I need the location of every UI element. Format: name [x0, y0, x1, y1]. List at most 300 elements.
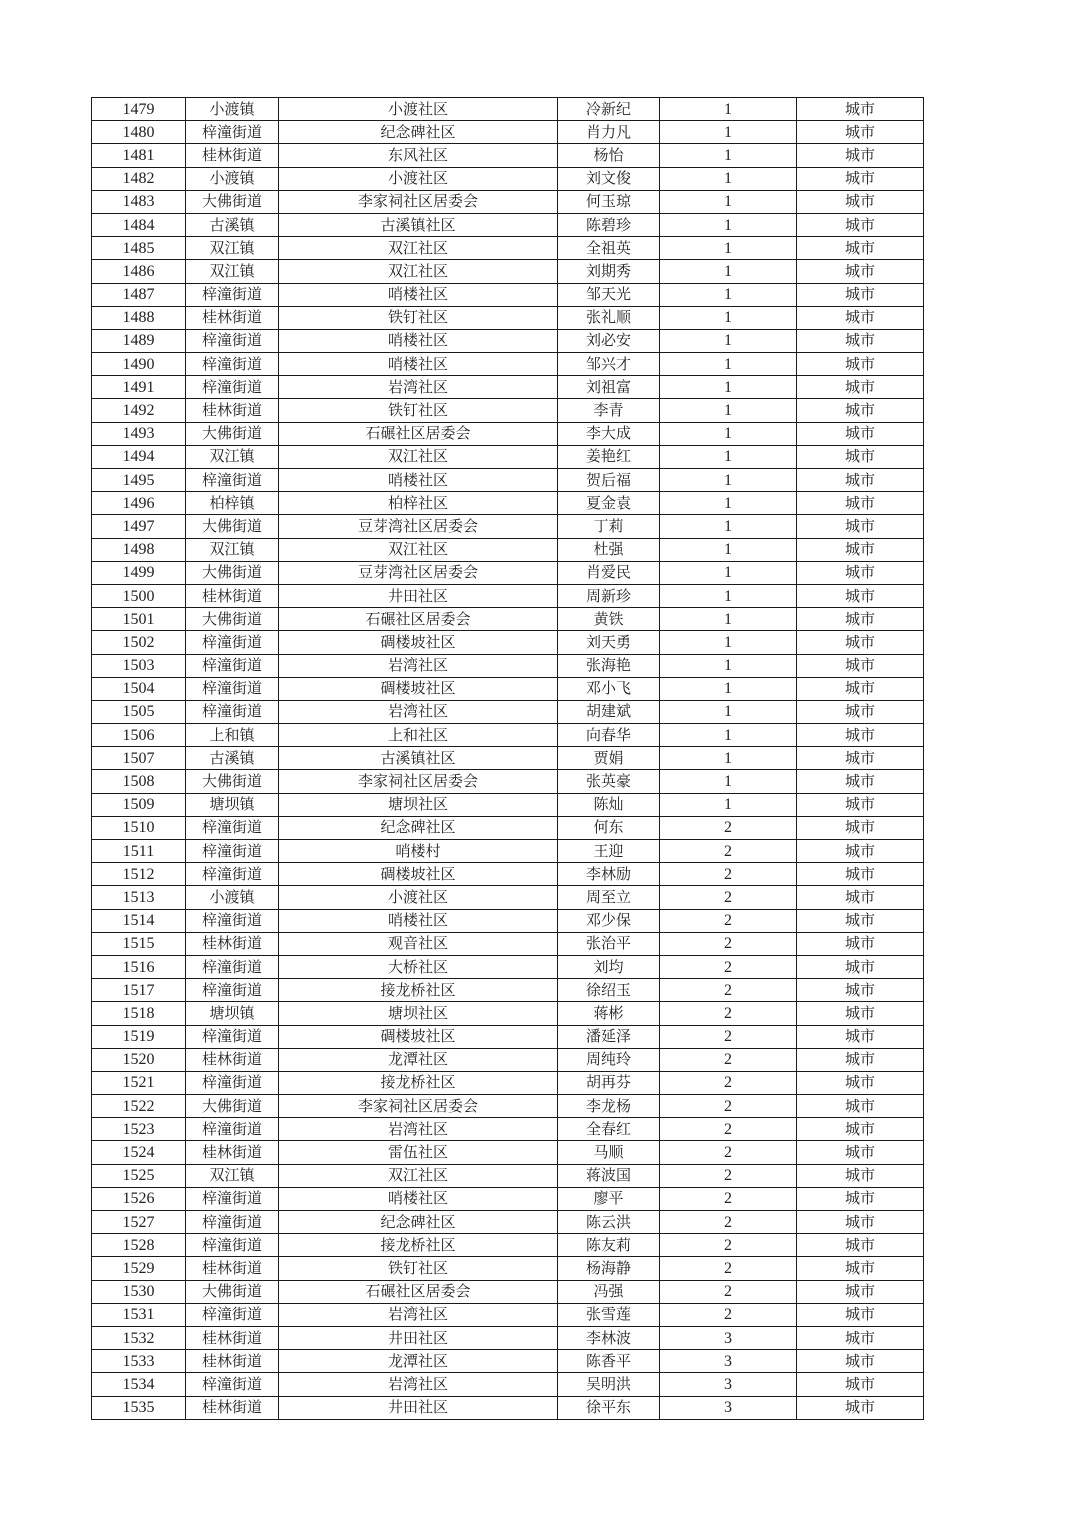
community-cell: 龙潭社区	[279, 1350, 558, 1373]
district-cell: 梓潼街道	[186, 700, 279, 723]
row-number-cell: 1488	[92, 306, 186, 329]
name-cell: 杨怡	[558, 144, 660, 167]
table-row	[92, 608, 924, 631]
category-cell: 城市	[797, 584, 924, 607]
table-row	[92, 469, 924, 492]
table-row	[92, 840, 924, 863]
community-cell: 井田社区	[279, 1326, 558, 1349]
name-cell: 刘祖富	[558, 376, 660, 399]
table-row	[92, 237, 924, 260]
district-cell: 大佛街道	[186, 770, 279, 793]
name-cell: 吴明洪	[558, 1373, 660, 1396]
name-cell: 肖爱民	[558, 561, 660, 584]
community-cell: 双江社区	[279, 260, 558, 283]
count-cell: 1	[660, 469, 797, 492]
category-cell: 城市	[797, 793, 924, 816]
category-cell: 城市	[797, 1257, 924, 1280]
count-cell: 2	[660, 1280, 797, 1303]
table-row	[92, 747, 924, 770]
district-cell: 双江镇	[186, 1164, 279, 1187]
row-number-cell: 1518	[92, 1002, 186, 1025]
district-cell: 梓潼街道	[186, 1025, 279, 1048]
category-cell: 城市	[797, 399, 924, 422]
community-cell: 李家祠社区居委会	[279, 1095, 558, 1118]
category-cell: 城市	[797, 677, 924, 700]
count-cell: 1	[660, 144, 797, 167]
count-cell: 2	[660, 1303, 797, 1326]
count-cell: 2	[660, 1257, 797, 1280]
name-cell: 张雪莲	[558, 1303, 660, 1326]
table-row	[92, 1048, 924, 1071]
category-cell: 城市	[797, 144, 924, 167]
row-number-cell: 1522	[92, 1095, 186, 1118]
name-cell: 陈友莉	[558, 1234, 660, 1257]
row-number-cell: 1514	[92, 909, 186, 932]
row-number-cell: 1513	[92, 886, 186, 909]
category-cell: 城市	[797, 1118, 924, 1141]
category-cell: 城市	[797, 1164, 924, 1187]
district-cell: 梓潼街道	[186, 1187, 279, 1210]
community-cell: 豆芽湾社区居委会	[279, 515, 558, 538]
name-cell: 陈碧珍	[558, 213, 660, 236]
district-cell: 梓潼街道	[186, 677, 279, 700]
name-cell: 杜强	[558, 538, 660, 561]
category-cell: 城市	[797, 121, 924, 144]
name-cell: 周新珍	[558, 584, 660, 607]
district-cell: 桂林街道	[186, 1257, 279, 1280]
category-cell: 城市	[797, 445, 924, 468]
name-cell: 蒋波国	[558, 1164, 660, 1187]
table-row	[92, 979, 924, 1002]
community-cell: 李家祠社区居委会	[279, 190, 558, 213]
table-row	[92, 260, 924, 283]
count-cell: 1	[660, 700, 797, 723]
name-cell: 徐平东	[558, 1396, 660, 1419]
count-cell: 1	[660, 770, 797, 793]
category-cell: 城市	[797, 909, 924, 932]
community-cell: 碉楼坡社区	[279, 863, 558, 886]
district-cell: 梓潼街道	[186, 469, 279, 492]
row-number-cell: 1520	[92, 1048, 186, 1071]
table-row	[92, 1257, 924, 1280]
category-cell: 城市	[797, 283, 924, 306]
row-number-cell: 1497	[92, 515, 186, 538]
category-cell: 城市	[797, 840, 924, 863]
category-cell: 城市	[797, 306, 924, 329]
community-cell: 塘坝社区	[279, 1002, 558, 1025]
count-cell: 2	[660, 1095, 797, 1118]
count-cell: 1	[660, 793, 797, 816]
row-number-cell: 1512	[92, 863, 186, 886]
table-row	[92, 515, 924, 538]
count-cell: 1	[660, 306, 797, 329]
row-number-cell: 1534	[92, 1373, 186, 1396]
name-cell: 李林波	[558, 1326, 660, 1349]
district-cell: 双江镇	[186, 538, 279, 561]
category-cell: 城市	[797, 237, 924, 260]
name-cell: 张礼顺	[558, 306, 660, 329]
name-cell: 李大成	[558, 422, 660, 445]
table-row	[92, 770, 924, 793]
community-cell: 东风社区	[279, 144, 558, 167]
name-cell: 周至立	[558, 886, 660, 909]
count-cell: 1	[660, 213, 797, 236]
count-cell: 3	[660, 1396, 797, 1419]
table-row	[92, 144, 924, 167]
table-row	[92, 422, 924, 445]
community-cell: 纪念碑社区	[279, 1211, 558, 1234]
name-cell: 邓少保	[558, 909, 660, 932]
category-cell: 城市	[797, 1211, 924, 1234]
district-cell: 小渡镇	[186, 886, 279, 909]
category-cell: 城市	[797, 561, 924, 584]
community-cell: 大桥社区	[279, 955, 558, 978]
name-cell: 刘文俊	[558, 167, 660, 190]
community-cell: 纪念碑社区	[279, 816, 558, 839]
count-cell: 2	[660, 1234, 797, 1257]
name-cell: 全祖英	[558, 237, 660, 260]
count-cell: 2	[660, 1164, 797, 1187]
community-cell: 古溪镇社区	[279, 747, 558, 770]
row-number-cell: 1526	[92, 1187, 186, 1210]
row-number-cell: 1487	[92, 283, 186, 306]
community-cell: 观音社区	[279, 932, 558, 955]
category-cell: 城市	[797, 863, 924, 886]
count-cell: 2	[660, 816, 797, 839]
count-cell: 1	[660, 631, 797, 654]
community-cell: 龙潭社区	[279, 1048, 558, 1071]
district-cell: 大佛街道	[186, 190, 279, 213]
name-cell: 蒋彬	[558, 1002, 660, 1025]
table-row	[92, 793, 924, 816]
community-cell: 接龙桥社区	[279, 1071, 558, 1094]
table-row	[92, 1396, 924, 1419]
row-number-cell: 1496	[92, 492, 186, 515]
community-cell: 石碾社区居委会	[279, 608, 558, 631]
row-number-cell: 1505	[92, 700, 186, 723]
community-cell: 双江社区	[279, 538, 558, 561]
row-number-cell: 1492	[92, 399, 186, 422]
table-row	[92, 1280, 924, 1303]
name-cell: 陈灿	[558, 793, 660, 816]
community-cell: 岩湾社区	[279, 654, 558, 677]
district-cell: 梓潼街道	[186, 654, 279, 677]
district-cell: 梓潼街道	[186, 121, 279, 144]
category-cell: 城市	[797, 167, 924, 190]
row-number-cell: 1481	[92, 144, 186, 167]
community-cell: 岩湾社区	[279, 700, 558, 723]
table-row	[92, 1187, 924, 1210]
community-cell: 哨楼社区	[279, 283, 558, 306]
community-cell: 铁钉社区	[279, 306, 558, 329]
community-cell: 哨楼社区	[279, 469, 558, 492]
district-cell: 柏梓镇	[186, 492, 279, 515]
category-cell: 城市	[797, 747, 924, 770]
row-number-cell: 1480	[92, 121, 186, 144]
name-cell: 何玉琼	[558, 190, 660, 213]
count-cell: 1	[660, 237, 797, 260]
table-row	[92, 1025, 924, 1048]
community-cell: 小渡社区	[279, 98, 558, 121]
community-cell: 哨楼社区	[279, 329, 558, 352]
district-cell: 大佛街道	[186, 1095, 279, 1118]
table-row	[92, 631, 924, 654]
count-cell: 2	[660, 1025, 797, 1048]
table-row	[92, 1373, 924, 1396]
count-cell: 1	[660, 724, 797, 747]
name-cell: 姜艳红	[558, 445, 660, 468]
records-table	[91, 97, 924, 1420]
table-row	[92, 1095, 924, 1118]
category-cell: 城市	[797, 816, 924, 839]
row-number-cell: 1490	[92, 353, 186, 376]
table-row	[92, 1303, 924, 1326]
name-cell: 丁莉	[558, 515, 660, 538]
table-row	[92, 863, 924, 886]
count-cell: 3	[660, 1326, 797, 1349]
category-cell: 城市	[797, 190, 924, 213]
community-cell: 雷伍社区	[279, 1141, 558, 1164]
district-cell: 梓潼街道	[186, 376, 279, 399]
table-row	[92, 1234, 924, 1257]
count-cell: 1	[660, 399, 797, 422]
district-cell: 梓潼街道	[186, 631, 279, 654]
category-cell: 城市	[797, 1303, 924, 1326]
count-cell: 2	[660, 1141, 797, 1164]
count-cell: 2	[660, 909, 797, 932]
category-cell: 城市	[797, 260, 924, 283]
district-cell: 桂林街道	[186, 144, 279, 167]
count-cell: 3	[660, 1373, 797, 1396]
count-cell: 2	[660, 1211, 797, 1234]
district-cell: 桂林街道	[186, 1326, 279, 1349]
row-number-cell: 1523	[92, 1118, 186, 1141]
row-number-cell: 1493	[92, 422, 186, 445]
row-number-cell: 1519	[92, 1025, 186, 1048]
community-cell: 上和社区	[279, 724, 558, 747]
row-number-cell: 1533	[92, 1350, 186, 1373]
row-number-cell: 1494	[92, 445, 186, 468]
community-cell: 豆芽湾社区居委会	[279, 561, 558, 584]
count-cell: 1	[660, 283, 797, 306]
community-cell: 岩湾社区	[279, 1118, 558, 1141]
district-cell: 双江镇	[186, 445, 279, 468]
community-cell: 哨楼村	[279, 840, 558, 863]
table-row	[92, 1141, 924, 1164]
name-cell: 胡建斌	[558, 700, 660, 723]
row-number-cell: 1486	[92, 260, 186, 283]
district-cell: 双江镇	[186, 237, 279, 260]
community-cell: 接龙桥社区	[279, 979, 558, 1002]
district-cell: 上和镇	[186, 724, 279, 747]
district-cell: 古溪镇	[186, 213, 279, 236]
community-cell: 双江社区	[279, 237, 558, 260]
table-row	[92, 584, 924, 607]
community-cell: 双江社区	[279, 445, 558, 468]
district-cell: 桂林街道	[186, 399, 279, 422]
category-cell: 城市	[797, 1095, 924, 1118]
table-row	[92, 816, 924, 839]
category-cell: 城市	[797, 1373, 924, 1396]
count-cell: 1	[660, 608, 797, 631]
table-row	[92, 700, 924, 723]
count-cell: 2	[660, 1118, 797, 1141]
name-cell: 夏金袁	[558, 492, 660, 515]
row-number-cell: 1529	[92, 1257, 186, 1280]
table-row	[92, 353, 924, 376]
row-number-cell: 1511	[92, 840, 186, 863]
name-cell: 刘必安	[558, 329, 660, 352]
row-number-cell: 1504	[92, 677, 186, 700]
count-cell: 1	[660, 190, 797, 213]
community-cell: 岩湾社区	[279, 376, 558, 399]
district-cell: 桂林街道	[186, 1141, 279, 1164]
category-cell: 城市	[797, 376, 924, 399]
district-cell: 梓潼街道	[186, 979, 279, 1002]
district-cell: 梓潼街道	[186, 1303, 279, 1326]
category-cell: 城市	[797, 492, 924, 515]
category-cell: 城市	[797, 1071, 924, 1094]
name-cell: 胡再芬	[558, 1071, 660, 1094]
count-cell: 1	[660, 492, 797, 515]
row-number-cell: 1501	[92, 608, 186, 631]
community-cell: 铁钉社区	[279, 399, 558, 422]
count-cell: 1	[660, 376, 797, 399]
count-cell: 1	[660, 329, 797, 352]
district-cell: 大佛街道	[186, 561, 279, 584]
name-cell: 刘天勇	[558, 631, 660, 654]
row-number-cell: 1482	[92, 167, 186, 190]
table-row	[92, 98, 924, 121]
community-cell: 双江社区	[279, 1164, 558, 1187]
name-cell: 冷新纪	[558, 98, 660, 121]
table-row	[92, 1326, 924, 1349]
count-cell: 2	[660, 1048, 797, 1071]
name-cell: 黄铁	[558, 608, 660, 631]
count-cell: 1	[660, 353, 797, 376]
category-cell: 城市	[797, 515, 924, 538]
district-cell: 梓潼街道	[186, 329, 279, 352]
count-cell: 1	[660, 677, 797, 700]
row-number-cell: 1484	[92, 213, 186, 236]
table-row	[92, 492, 924, 515]
district-cell: 双江镇	[186, 260, 279, 283]
row-number-cell: 1489	[92, 329, 186, 352]
name-cell: 周纯玲	[558, 1048, 660, 1071]
category-cell: 城市	[797, 770, 924, 793]
row-number-cell: 1531	[92, 1303, 186, 1326]
category-cell: 城市	[797, 724, 924, 747]
row-number-cell: 1524	[92, 1141, 186, 1164]
count-cell: 1	[660, 654, 797, 677]
count-cell: 1	[660, 584, 797, 607]
table-row	[92, 932, 924, 955]
category-cell: 城市	[797, 631, 924, 654]
category-cell: 城市	[797, 979, 924, 1002]
community-cell: 井田社区	[279, 584, 558, 607]
district-cell: 梓潼街道	[186, 1211, 279, 1234]
category-cell: 城市	[797, 1234, 924, 1257]
count-cell: 2	[660, 1187, 797, 1210]
category-cell: 城市	[797, 932, 924, 955]
district-cell: 小渡镇	[186, 98, 279, 121]
table-row	[92, 121, 924, 144]
name-cell: 全春红	[558, 1118, 660, 1141]
count-cell: 2	[660, 1071, 797, 1094]
category-cell: 城市	[797, 700, 924, 723]
table-row	[92, 190, 924, 213]
district-cell: 桂林街道	[186, 932, 279, 955]
name-cell: 李林励	[558, 863, 660, 886]
name-cell: 邹天光	[558, 283, 660, 306]
district-cell: 梓潼街道	[186, 1234, 279, 1257]
category-cell: 城市	[797, 608, 924, 631]
community-cell: 小渡社区	[279, 167, 558, 190]
table-row	[92, 445, 924, 468]
category-cell: 城市	[797, 654, 924, 677]
table-row	[92, 399, 924, 422]
community-cell: 石碾社区居委会	[279, 1280, 558, 1303]
table-row	[92, 329, 924, 352]
count-cell: 3	[660, 1350, 797, 1373]
count-cell: 2	[660, 863, 797, 886]
row-number-cell: 1509	[92, 793, 186, 816]
table-row	[92, 654, 924, 677]
district-cell: 梓潼街道	[186, 283, 279, 306]
community-cell: 井田社区	[279, 1396, 558, 1419]
count-cell: 2	[660, 955, 797, 978]
community-cell: 碉楼坡社区	[279, 1025, 558, 1048]
district-cell: 大佛街道	[186, 1280, 279, 1303]
count-cell: 1	[660, 538, 797, 561]
row-number-cell: 1479	[92, 98, 186, 121]
row-number-cell: 1508	[92, 770, 186, 793]
count-cell: 1	[660, 121, 797, 144]
name-cell: 陈香平	[558, 1350, 660, 1373]
district-cell: 梓潼街道	[186, 816, 279, 839]
district-cell: 梓潼街道	[186, 1118, 279, 1141]
name-cell: 王迎	[558, 840, 660, 863]
district-cell: 梓潼街道	[186, 909, 279, 932]
row-number-cell: 1485	[92, 237, 186, 260]
category-cell: 城市	[797, 538, 924, 561]
district-cell: 古溪镇	[186, 747, 279, 770]
name-cell: 贾娟	[558, 747, 660, 770]
name-cell: 廖平	[558, 1187, 660, 1210]
row-number-cell: 1507	[92, 747, 186, 770]
name-cell: 冯强	[558, 1280, 660, 1303]
count-cell: 1	[660, 167, 797, 190]
count-cell: 1	[660, 260, 797, 283]
table-row	[92, 213, 924, 236]
count-cell: 1	[660, 422, 797, 445]
community-cell: 纪念碑社区	[279, 121, 558, 144]
district-cell: 梓潼街道	[186, 1373, 279, 1396]
community-cell: 哨楼社区	[279, 909, 558, 932]
row-number-cell: 1483	[92, 190, 186, 213]
name-cell: 何东	[558, 816, 660, 839]
category-cell: 城市	[797, 98, 924, 121]
row-number-cell: 1517	[92, 979, 186, 1002]
row-number-cell: 1532	[92, 1326, 186, 1349]
district-cell: 桂林街道	[186, 584, 279, 607]
district-cell: 梓潼街道	[186, 840, 279, 863]
name-cell: 刘期秀	[558, 260, 660, 283]
category-cell: 城市	[797, 1350, 924, 1373]
name-cell: 徐绍玉	[558, 979, 660, 1002]
district-cell: 大佛街道	[186, 422, 279, 445]
count-cell: 2	[660, 932, 797, 955]
